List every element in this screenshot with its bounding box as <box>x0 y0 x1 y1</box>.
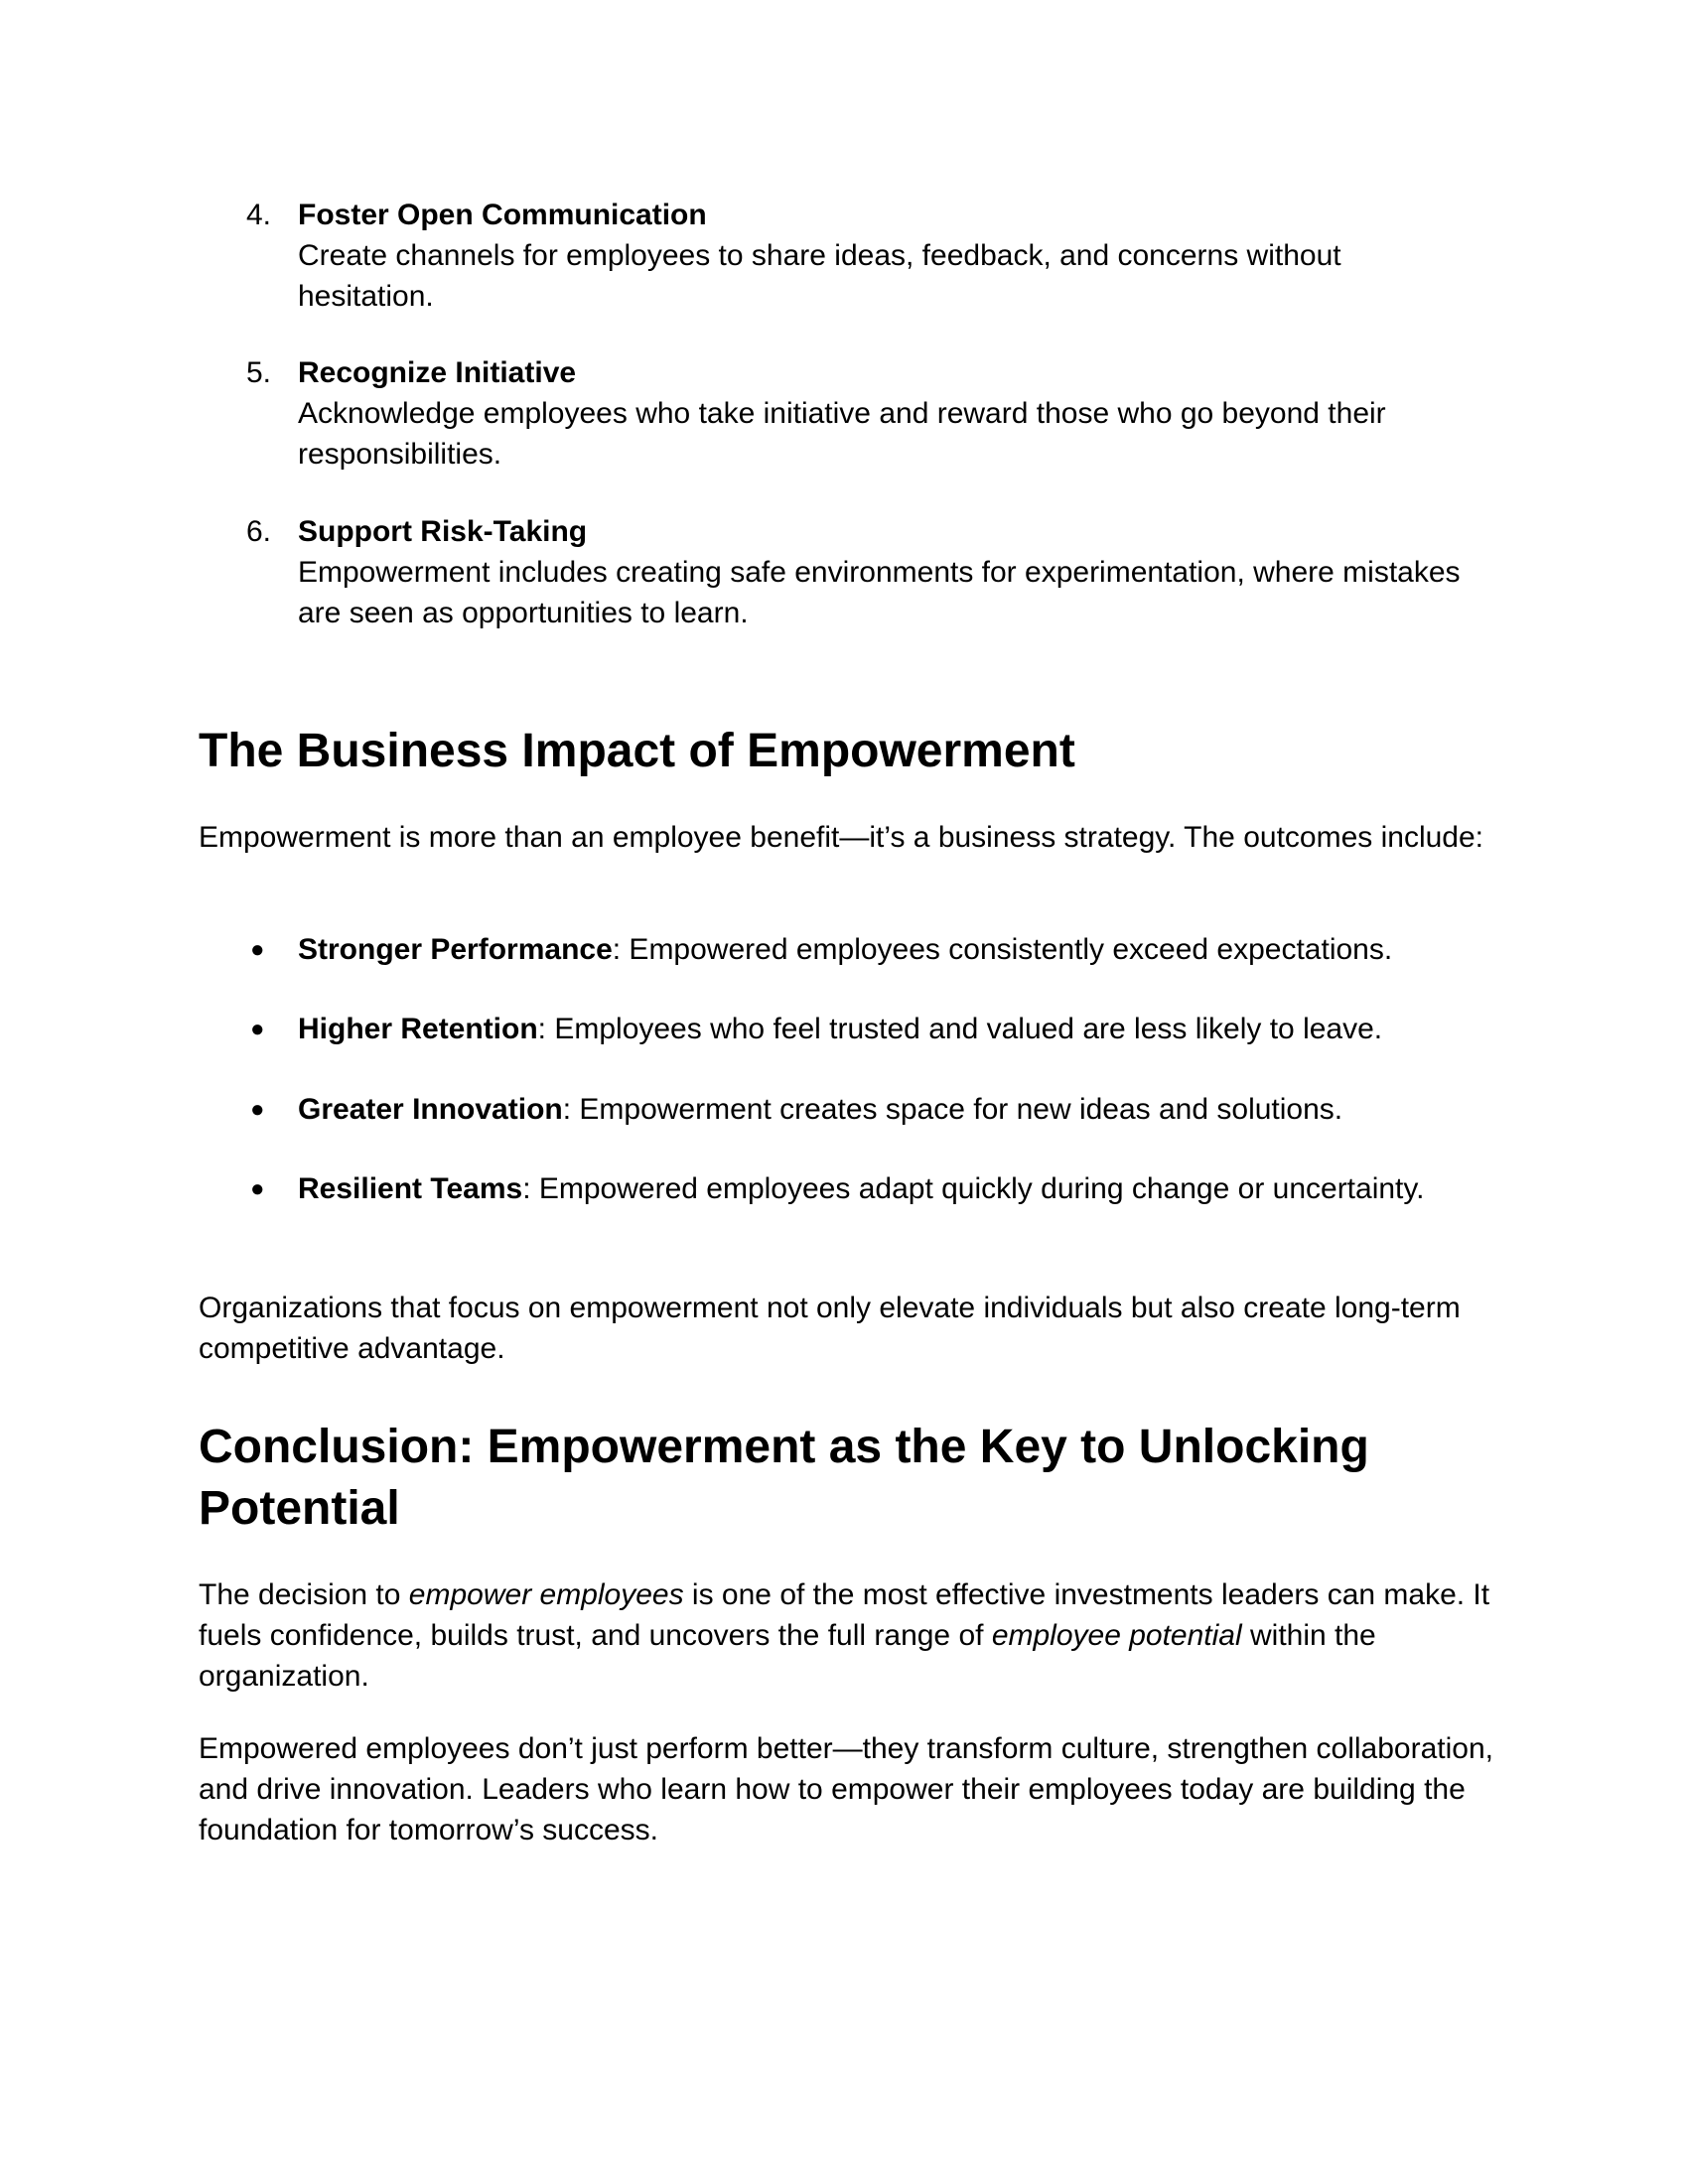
bullet-icon: ● <box>250 1016 265 1042</box>
bullet-icon: ● <box>250 1096 265 1123</box>
bullet-item-resilient-teams <box>0 1168 1688 1209</box>
bullet-item-higher-retention <box>0 1009 1688 1049</box>
section-heading-business-impact: The Business Impact of Empowerment <box>199 725 1075 777</box>
bullet-label: Greater Innovation <box>298 1093 563 1126</box>
bullet-label: Resilient Teams <box>298 1172 523 1205</box>
conclusion-emphasis: empower employees <box>408 1578 684 1611</box>
list-number: 6. <box>246 515 272 548</box>
conclusion-text: is one of the most effective investments leaders can make. It fuels confidence, builds trust, and uncovers the full range of <box>199 1578 1490 1652</box>
bullet-description: : Employees who feel trusted and valued are less likely to leave. <box>537 1013 1383 1045</box>
conclusion-paragraph-2: Empowered employees don’t just perform better—they transform culture, strengthen collaboration, and drive innovation. Leaders who learn how to empower their employees today are building the foundation for tomorrow’s success. <box>199 1732 1493 1846</box>
conclusion-text: within the organization. <box>199 1619 1376 1693</box>
list-item-title: Foster Open Communication <box>298 199 707 231</box>
conclusion-text: The decision to <box>199 1578 409 1611</box>
list-item-title: Recognize Initiative <box>298 356 577 389</box>
bullet-text <box>298 1009 1382 1049</box>
bullet-text <box>298 929 1392 970</box>
bullet-label: Higher Retention <box>298 1013 538 1045</box>
list-item-title: Support Risk-Taking <box>298 515 588 548</box>
bullet-text <box>298 1089 1342 1130</box>
list-item-description: Acknowledge employees who take initiative and reward those who go beyond their responsibilities. <box>298 397 1386 471</box>
bullet-icon: ● <box>250 1175 265 1202</box>
list-item-description: Create channels for employees to share ideas, feedback, and concerns without hesitation. <box>298 239 1341 313</box>
list-number: 5. <box>246 356 272 389</box>
bullet-description: : Empowered employees adapt quickly during change or uncertainty. <box>522 1172 1425 1205</box>
list-item-description: Empowerment includes creating safe environments for experimentation, where mistakes are seen as opportunities to learn. <box>298 556 1461 629</box>
bullet-icon: ● <box>250 936 265 963</box>
bullet-text <box>298 1168 1425 1209</box>
conclusion-emphasis: employee potential <box>991 1619 1242 1652</box>
bullet-item-greater-innovation <box>0 1089 1688 1130</box>
bullet-label: Stronger Performance <box>298 933 613 966</box>
business-impact-closing: Organizations that focus on empowerment not only elevate individuals but also create long-term competitive advantage. <box>199 1292 1461 1365</box>
section-heading-conclusion: Conclusion: Empowerment as the Key to Unlocking Potential <box>199 1421 1369 1535</box>
business-impact-intro: Empowerment is more than an employee benefit—it’s a business strategy. The outcomes include: <box>199 821 1483 854</box>
bullet-description: : Empowered employees consistently exceed expectations. <box>612 933 1393 966</box>
bullet-item-stronger-performance <box>0 929 1688 970</box>
conclusion-paragraph-1 <box>199 1574 1509 1697</box>
bullet-description: : Empowerment creates space for new ideas and solutions. <box>562 1093 1343 1126</box>
list-number: 4. <box>246 199 272 231</box>
